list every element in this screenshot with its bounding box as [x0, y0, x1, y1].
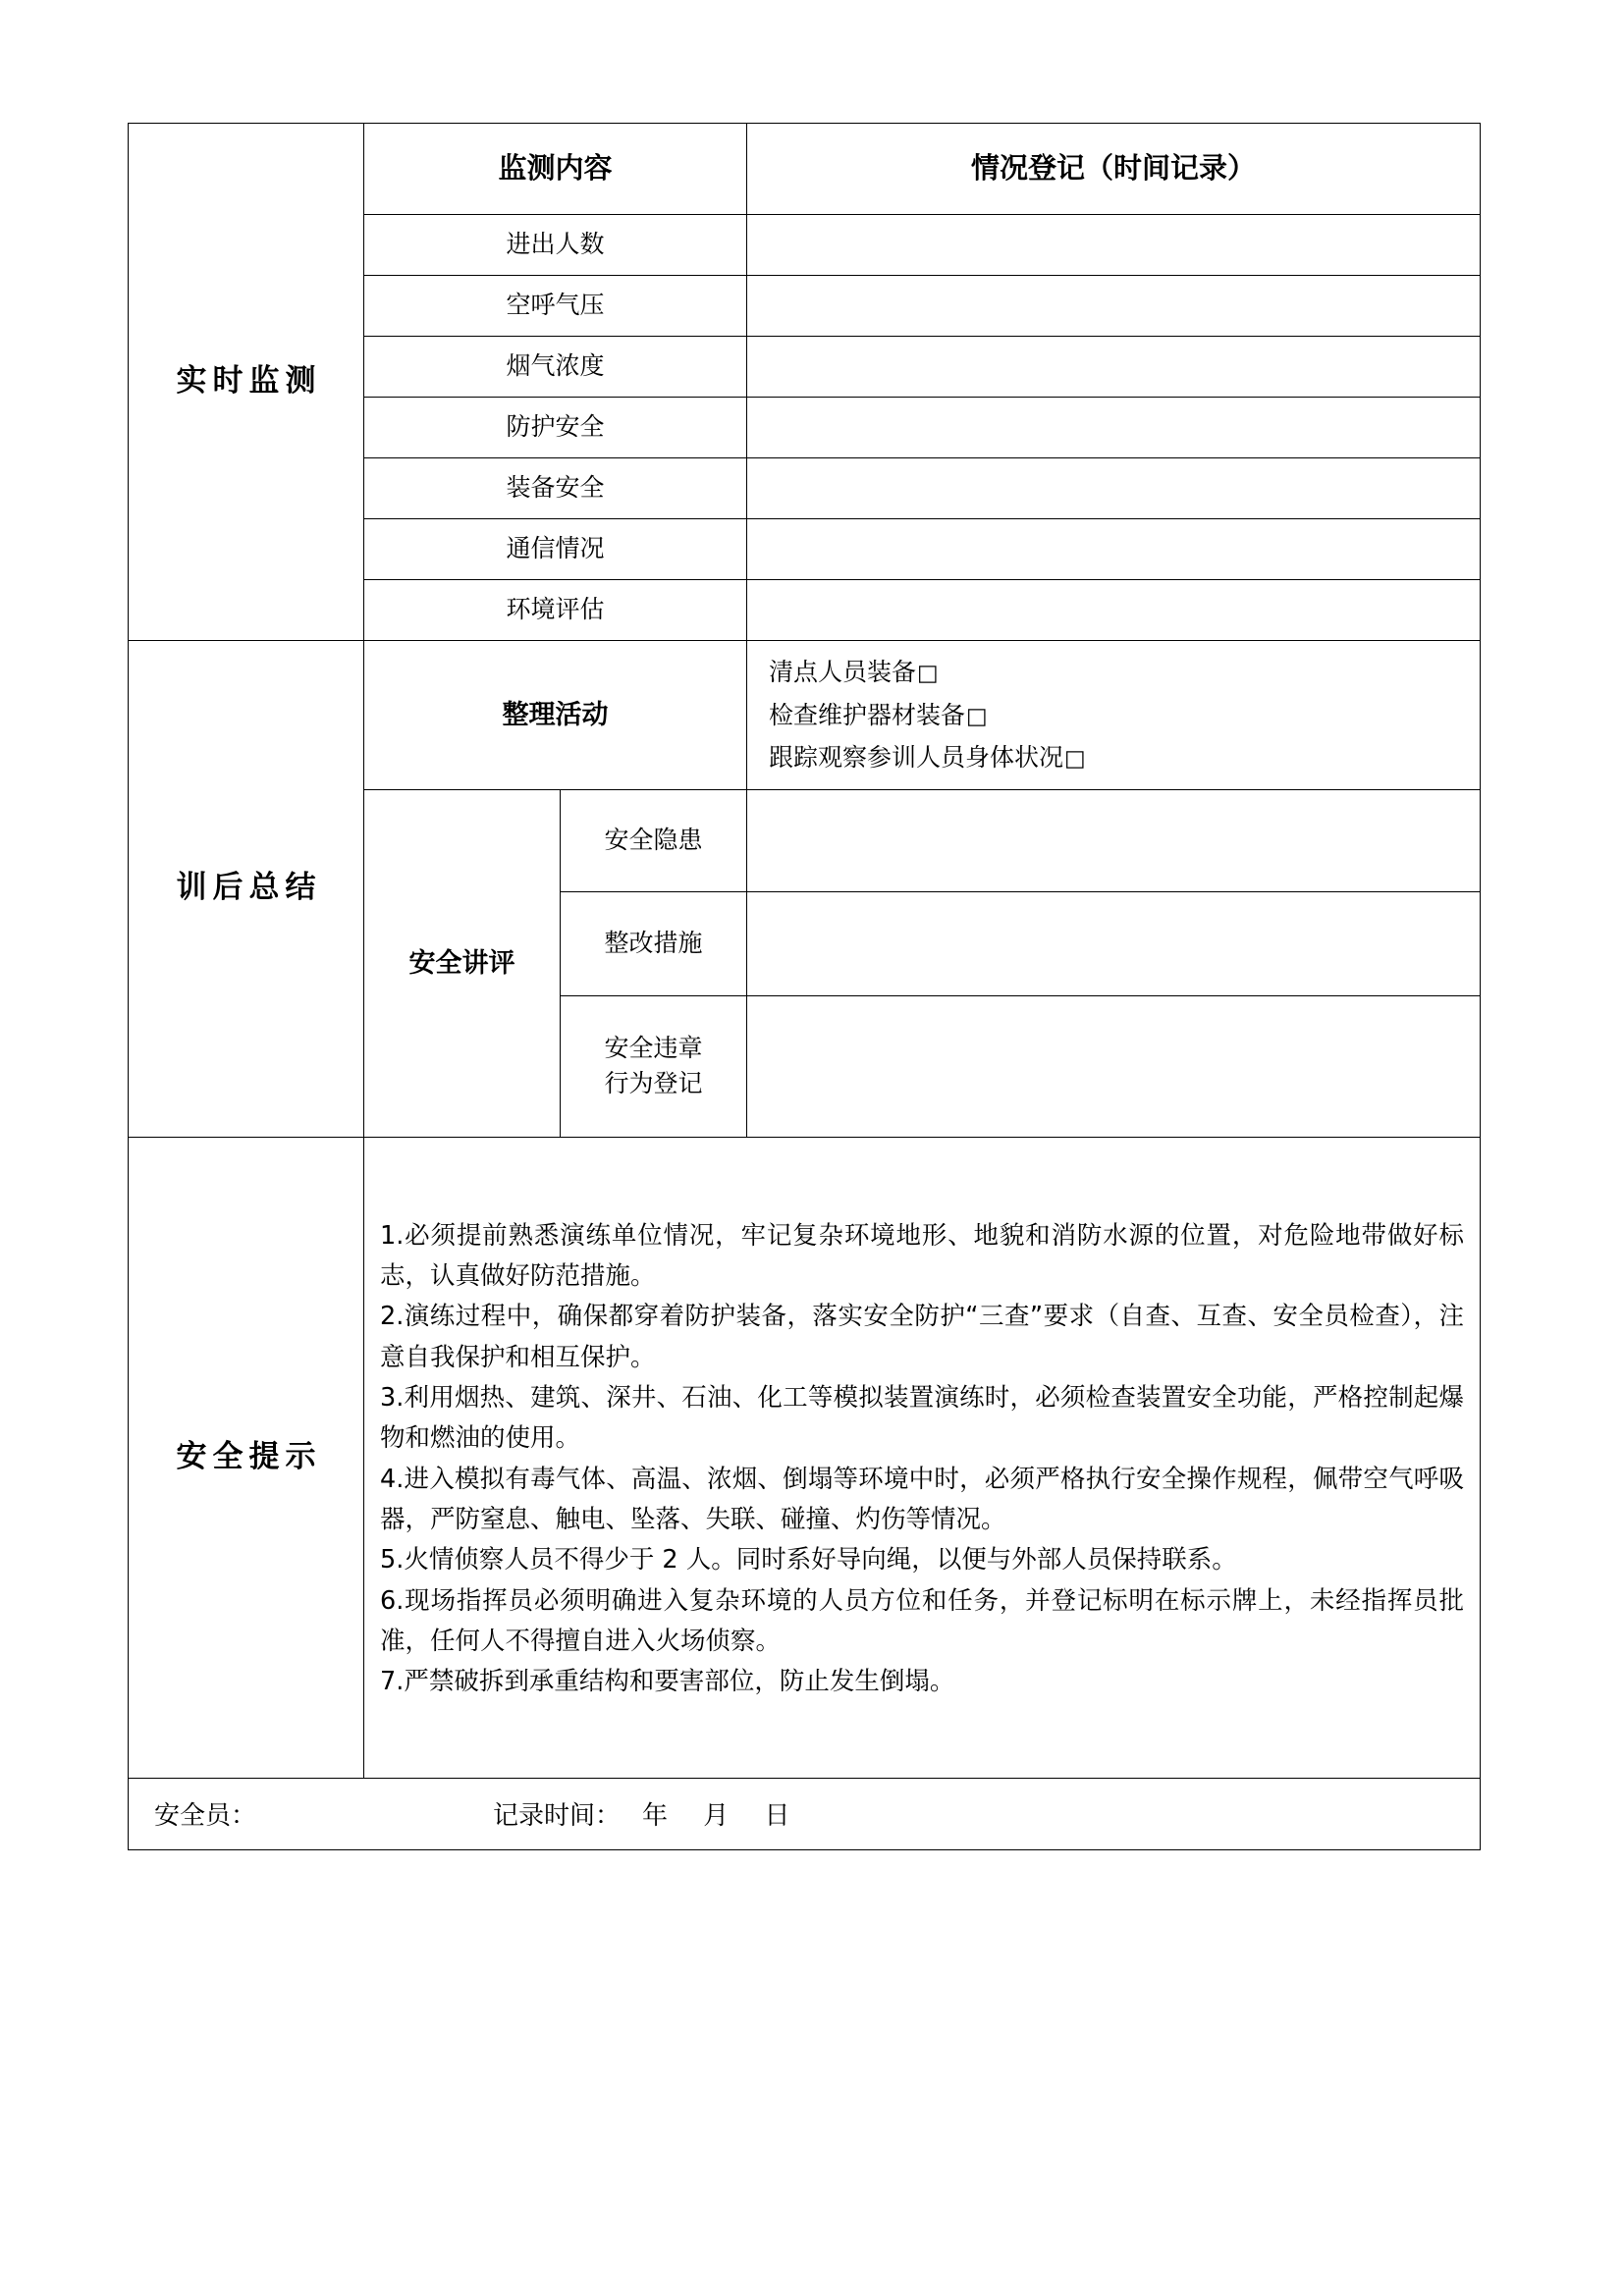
checklist [747, 641, 1480, 789]
monitor-item-label: 防护安全 [364, 398, 747, 458]
record-time-label: 记录时间： [493, 1801, 622, 1832]
monitor-value-field[interactable] [747, 519, 1481, 580]
date-units-label: 年 月 日 [642, 1801, 804, 1832]
safety-officer-label[interactable]: 安全员： [154, 1801, 257, 1832]
checklist-item-label: 检查维护器材装备 [769, 700, 966, 729]
table-header-row [129, 124, 1481, 215]
tidy-activity-checklist-cell [747, 641, 1481, 790]
checklist-item-label: 清点人员装备 [769, 658, 917, 686]
signature-cell [129, 1778, 1481, 1849]
safety-notice-item: 2.演练过程中，确保都穿着防护装备，落实安全防护“三查”要求（自查、互查、安全员检查），注意自我保护和相互保护。 [380, 1302, 1465, 1372]
monitor-item-label: 装备安全 [364, 458, 747, 519]
form-table [128, 123, 1481, 1850]
checklist-item[interactable] [769, 694, 1480, 737]
column-header-monitor-content: 监测内容 [364, 124, 747, 215]
violation-log-value-field[interactable] [747, 995, 1481, 1137]
monitor-item-label: 环境评估 [364, 580, 747, 641]
safety-hazard-value-field[interactable] [747, 789, 1481, 891]
safety-notice-item: 7.严禁破拆到承重结构和要害部位，防止发生倒塌。 [380, 1667, 955, 1697]
violation-label-line-2: 行为登记 [604, 1069, 703, 1098]
checkbox-icon[interactable]: □ [917, 661, 939, 686]
corrective-measures-value-field[interactable] [747, 891, 1481, 995]
safety-review-row-label: 安全隐患 [561, 789, 747, 891]
safety-notice-item: 5.火情侦察人员不得少于 2 人。同时系好导向绳，以便与外部人员保持联系。 [380, 1545, 1237, 1575]
safety-notice-item: 3.利用烟热、建筑、深井、石油、化工等模拟装置演练时，必须检查装置安全功能，严格控制起爆物和燃油的使用。 [380, 1383, 1465, 1454]
monitor-item-label: 烟气浓度 [364, 337, 747, 398]
violation-label-line-1: 安全违章 [604, 1033, 703, 1062]
table-row-safety-notice [129, 1137, 1481, 1778]
safety-notice-item: 6.现场指挥员必须明确进入复杂环境的人员方位和任务，并登记标明在标示牌上，未经指挥员批准，任何人不得擅自进入火场侦察。 [380, 1585, 1465, 1656]
record-time-field[interactable] [493, 1795, 804, 1832]
monitor-item-label: 进出人数 [364, 215, 747, 276]
column-header-situation-log: 情况登记（时间记录） [747, 124, 1481, 215]
safety-notice-item: 4.进入模拟有毒气体、高温、浓烟、倒塌等环境中时，必须严格执行安全操作规程，佩带空气呼吸器，严防窒息、触电、坠落、失联、碰撞、灼伤等情况。 [380, 1464, 1465, 1534]
subsection-label-tidy-activity: 整理活动 [364, 641, 747, 790]
monitor-item-label: 空呼气压 [364, 276, 747, 337]
checklist-item[interactable] [769, 736, 1480, 779]
monitor-value-field[interactable] [747, 337, 1481, 398]
checkbox-icon[interactable]: □ [966, 703, 988, 729]
subsection-label-safety-review: 安全讲评 [364, 789, 561, 1137]
section-label-realtime-monitoring: 实时监测 [129, 124, 364, 641]
section-label-post-training-summary: 训后总结 [129, 641, 364, 1138]
checkbox-icon[interactable]: □ [1064, 746, 1086, 773]
monitor-value-field[interactable] [747, 276, 1481, 337]
monitor-item-label: 通信情况 [364, 519, 747, 580]
safety-notice-item: 1.必须提前熟悉演练单位情况，牢记复杂环境地形、地貌和消防水源的位置，对危险地带做好标志，认真做好防范措施。 [380, 1220, 1465, 1292]
checklist-item-label: 跟踪观察参训人员身体状况 [769, 743, 1064, 773]
safety-notice-content-cell [364, 1137, 1481, 1778]
safety-review-row-label [561, 995, 747, 1137]
table-row-tidy-activity [129, 641, 1481, 790]
safety-notice-list [364, 1202, 1480, 1713]
table-row-signature [129, 1778, 1481, 1849]
safety-training-record-form [128, 123, 1480, 1850]
section-label-safety-notice: 安全提示 [129, 1137, 364, 1778]
monitor-value-field[interactable] [747, 215, 1481, 276]
checklist-item[interactable] [769, 651, 1480, 694]
monitor-value-field[interactable] [747, 458, 1481, 519]
safety-review-row-label: 整改措施 [561, 891, 747, 995]
monitor-value-field[interactable] [747, 398, 1481, 458]
monitor-value-field[interactable] [747, 580, 1481, 641]
signature-row [129, 1779, 1480, 1849]
